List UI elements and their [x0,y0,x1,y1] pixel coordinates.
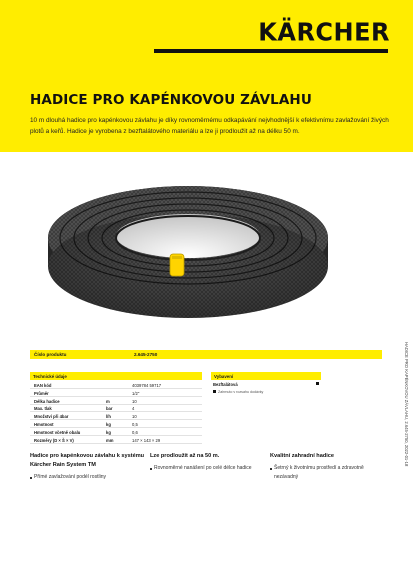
order-number-value: 2.645-2750 [134,352,158,357]
spec-key: Max. tlak [34,406,52,412]
included-mark-icon [316,382,319,385]
spec-row [30,428,202,436]
spec-key: EAN kód [34,383,52,388]
spec-key: Hmotnost [34,422,54,427]
feature-bullet: Rovnoměrné nanášení po celé délce hadice [150,464,265,473]
spec-key: Rozměry (D × Š × V) [34,437,74,443]
spec-value: 0,6 [132,429,138,435]
spec-row [30,397,202,405]
spec-row [30,436,202,444]
included-legend-icon [213,390,216,393]
spec-key: Průměr [34,390,49,396]
specs-heading: Technické údaje [30,372,202,380]
spec-value: 10 [132,398,137,404]
logo-underline [154,49,388,53]
spec-unit: m [106,398,110,404]
side-document-code [396,342,409,542]
spec-unit: kg [106,422,111,427]
feature-bullet: Šetrný k životnímu prostředí a zdravotně nezávadný [270,464,385,482]
side-code-text: HADICE PRO KAPÉNKOVOU ZÁVLAHU, 2.645-2750, 2022-01-18 [404,342,409,467]
spec-value: 4 [132,406,135,412]
page-title: HADICE PRO KAPÉNKOVOU ZÁVLAHU [30,92,312,108]
feature-3 [270,452,385,482]
hose-coil-illustration [0,152,413,342]
spec-value: 1/2" [132,390,140,396]
feature-2 [150,452,265,473]
spec-value: 147 × 143 × 29 [132,437,161,443]
brand-logo[interactable] [148,18,390,58]
order-number-label: Číslo produktu [34,352,67,357]
header-band [0,0,413,152]
logo-text: KÄRCHER [258,17,390,47]
spec-key: Množství při 4bar [34,414,69,420]
equipment-item: Bezftalátová [213,382,238,387]
spec-value: 10 [132,414,137,420]
spec-unit: kg [106,429,111,435]
feature-bullet: Přímé zavlažování podél rostliny [30,473,145,482]
spec-key: Délka hadice [34,398,60,404]
feature-title: Lze prodloužit až na 50 m. [150,453,220,459]
spec-row [30,389,202,397]
spec-row [30,420,202,428]
order-number-bar [30,350,382,359]
spec-value: 0,5 [132,422,138,427]
spec-unit: l/h [106,414,111,420]
spec-row [30,404,202,412]
feature-title: Kvalitní zahradní hadice [270,453,335,459]
spec-row [30,412,202,420]
intro-text: 10 m dlouhá hadice pro kapénkovou závlahu je díky rovnoměrnému odkapávání nejvhodnější k efektivnímu zavlažování živých plotů a keřů. Hadice je vyrobena z bezftalátového materiálu a lze ji prodloužit až na délku 50 m. [30,117,389,135]
spec-value: 4039784 59717 [132,383,162,388]
spec-unit: mm [106,437,114,443]
spec-key: Hmotnost včetně obalu [34,429,81,435]
equipment-note: Zahrnuto v rozsahu dodávky [218,389,264,394]
equipment-heading: Vybavení [211,372,321,380]
feature-title: Hadice pro kapénkovou závlahu k systému Kärcher Rain System TM [30,453,145,468]
spec-row [30,381,202,389]
product-image [0,152,413,342]
spec-unit: bar [106,406,113,412]
feature-1 [30,452,145,482]
